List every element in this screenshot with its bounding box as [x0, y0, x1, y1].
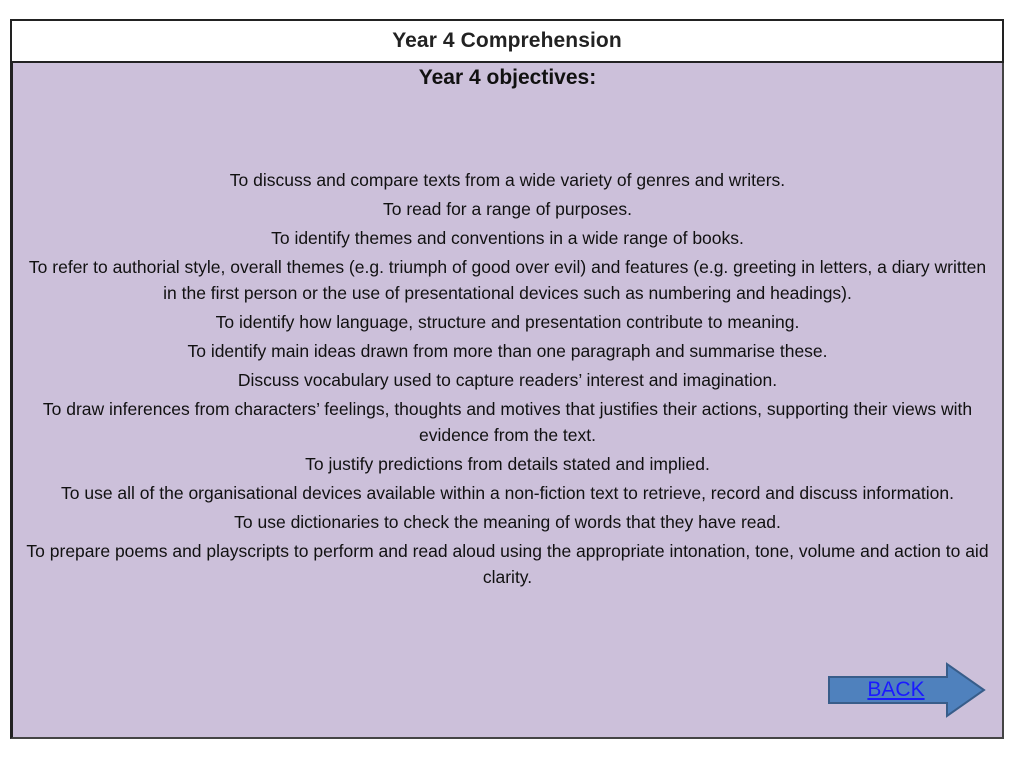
objective-item: To use all of the organisational devices available within a non-fiction text to retrieve, record and discuss information. — [61, 483, 954, 503]
objectives-list — [23, 167, 992, 593]
objective-item: To draw inferences from characters’ feelings, thoughts and motives that justifies their actions, supporting their views with evidence from the text. — [42, 399, 973, 445]
objectives-panel — [10, 63, 1004, 739]
objective-item: To identify main ideas drawn from more than one paragraph and summarise these. — [187, 341, 828, 361]
objective-item: To identify how language, structure and presentation contribute to meaning. — [215, 312, 800, 332]
back-button[interactable] — [827, 662, 987, 718]
objective-item: To use dictionaries to check the meaning of words that they have read. — [234, 512, 781, 532]
objectives-heading: Year 4 objectives: — [418, 66, 597, 89]
objective-item: Discuss vocabulary used to capture readers’ interest and imagination. — [237, 370, 778, 390]
objective-item: To prepare poems and playscripts to perform and read aloud using the appropriate intonation, tone, volume and action to aid clarity. — [26, 541, 989, 587]
title-bar — [10, 19, 1004, 63]
objective-item: To discuss and compare texts from a wide variety of genres and writers. — [229, 170, 786, 190]
slide — [10, 19, 1004, 739]
objective-item: To identify themes and conventions in a wide range of books. — [271, 228, 744, 248]
objective-item: To refer to authorial style, overall themes (e.g. triumph of good over evil) and features (e.g. greeting in letters, a diary written in the first person or the use of presentational devices such as numbering and headings). — [28, 257, 987, 303]
page-title: Year 4 Comprehension — [392, 29, 622, 52]
objective-item: To read for a range of purposes. — [382, 199, 633, 219]
back-button-label[interactable]: BACK — [867, 678, 925, 701]
objective-item: To justify predictions from details stated and implied. — [305, 454, 710, 474]
